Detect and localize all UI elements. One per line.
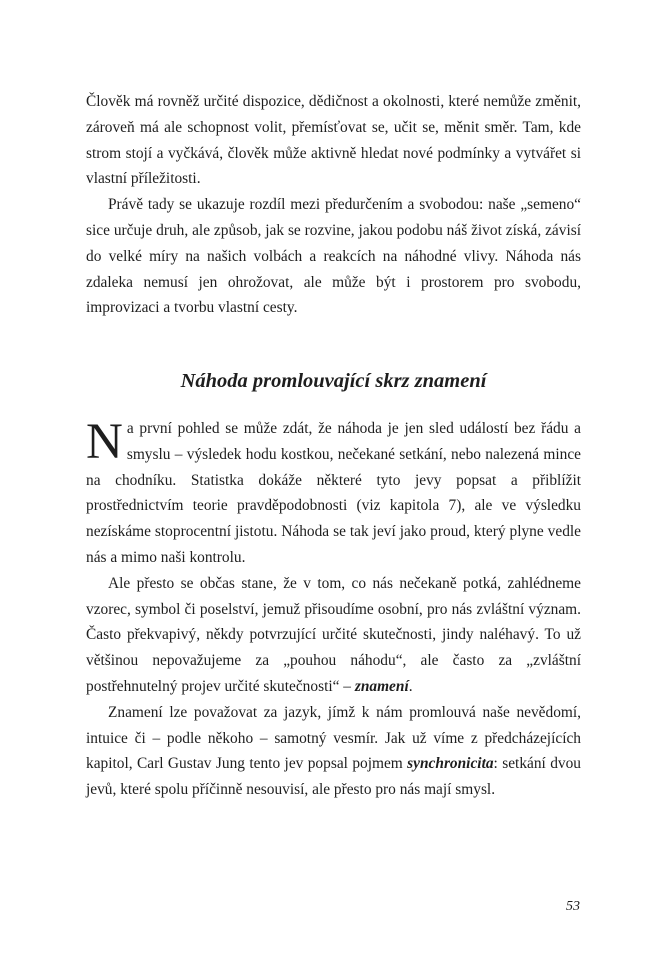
emphasized-term: synchronicita: [407, 755, 494, 773]
page-number: 53: [566, 899, 580, 914]
paragraph-text: : setkání dvou jevů, které spolu příčinně nesouvisí, ale přesto pro nás mají smysl.: [86, 755, 581, 799]
drop-cap: N: [86, 414, 123, 470]
section-text-block: [86, 416, 581, 803]
top-text-block: [86, 89, 581, 321]
paragraph: [86, 416, 581, 571]
paragraph-text: Ale přesto se občas stane, že v tom, co nás nečekaně potká, zahlédneme vzorec, symbol či poselství, jemuž přisoudíme osobní, pro nás zvláštní význam. Často překvapivý, někdy potvrzující určité skutečnosti, jindy naléhavý. To už většinou nepovažujeme za „pouhou náhodu“, ale často za „zvláštní postřehnutelný projev určité skutečnosti“ –: [86, 574, 581, 695]
emphasized-term: znamení: [354, 677, 409, 695]
paragraph: Právě tady se ukazuje rozdíl mezi předurčením a svobodou: naše „semeno“ sice určuje druh, ale způsob, jak se rozvine, jakou podobu náš život získá, závisí do velké míry na našich volbách a reakcích na náhodné vlivy. Náhoda nás zdaleka nemusí jen ohrožovat, ale může být i prostorem pro svobodu, improvizaci a tvorbu vlastní cesty.: [86, 196, 581, 317]
paragraph-text: Znamení lze považovat za jazyk, jímž k nám promlouvá naše nevědomí, intuice či – podle někoho – samotný vesmír. Jak už víme z předcházejících kapitol, Carl Gustav Jung tento jev popsal pojmem: [86, 703, 581, 773]
paragraph: Člověk má rovněž určité dispozice, dědičnost a okolnosti, které nemůže změnit, zároveň má ale schopnost volit, přemísťovat se, učit se, měnit směr. Tam, kde strom stojí a vyčkává, člověk může aktivně hledat nové podmínky a vytvářet si vlastní příležitosti.: [86, 93, 581, 188]
paragraph-text: .: [408, 677, 413, 695]
paragraph: [86, 700, 581, 803]
paragraph: [86, 571, 581, 700]
paragraph-text: a první pohled se může zdát, že náhoda je jen sled událostí bez řádu a smyslu – výsledek hodu kostkou, nečekané setkání, nebo nalezená mince na chodníku. Statistka dokáže některé tyto jevy popsat a přiblížit prostřednictvím teorie pravděpodobnosti (viz kapitola 7), ale ve výsledku nezískáme stoprocentní jistotu. Náhoda se tak jeví jako proud, který plyne vedle nás a mimo naši kontrolu.: [86, 420, 581, 566]
section-heading: Náhoda promlouvající skrz znamení: [180, 370, 487, 392]
